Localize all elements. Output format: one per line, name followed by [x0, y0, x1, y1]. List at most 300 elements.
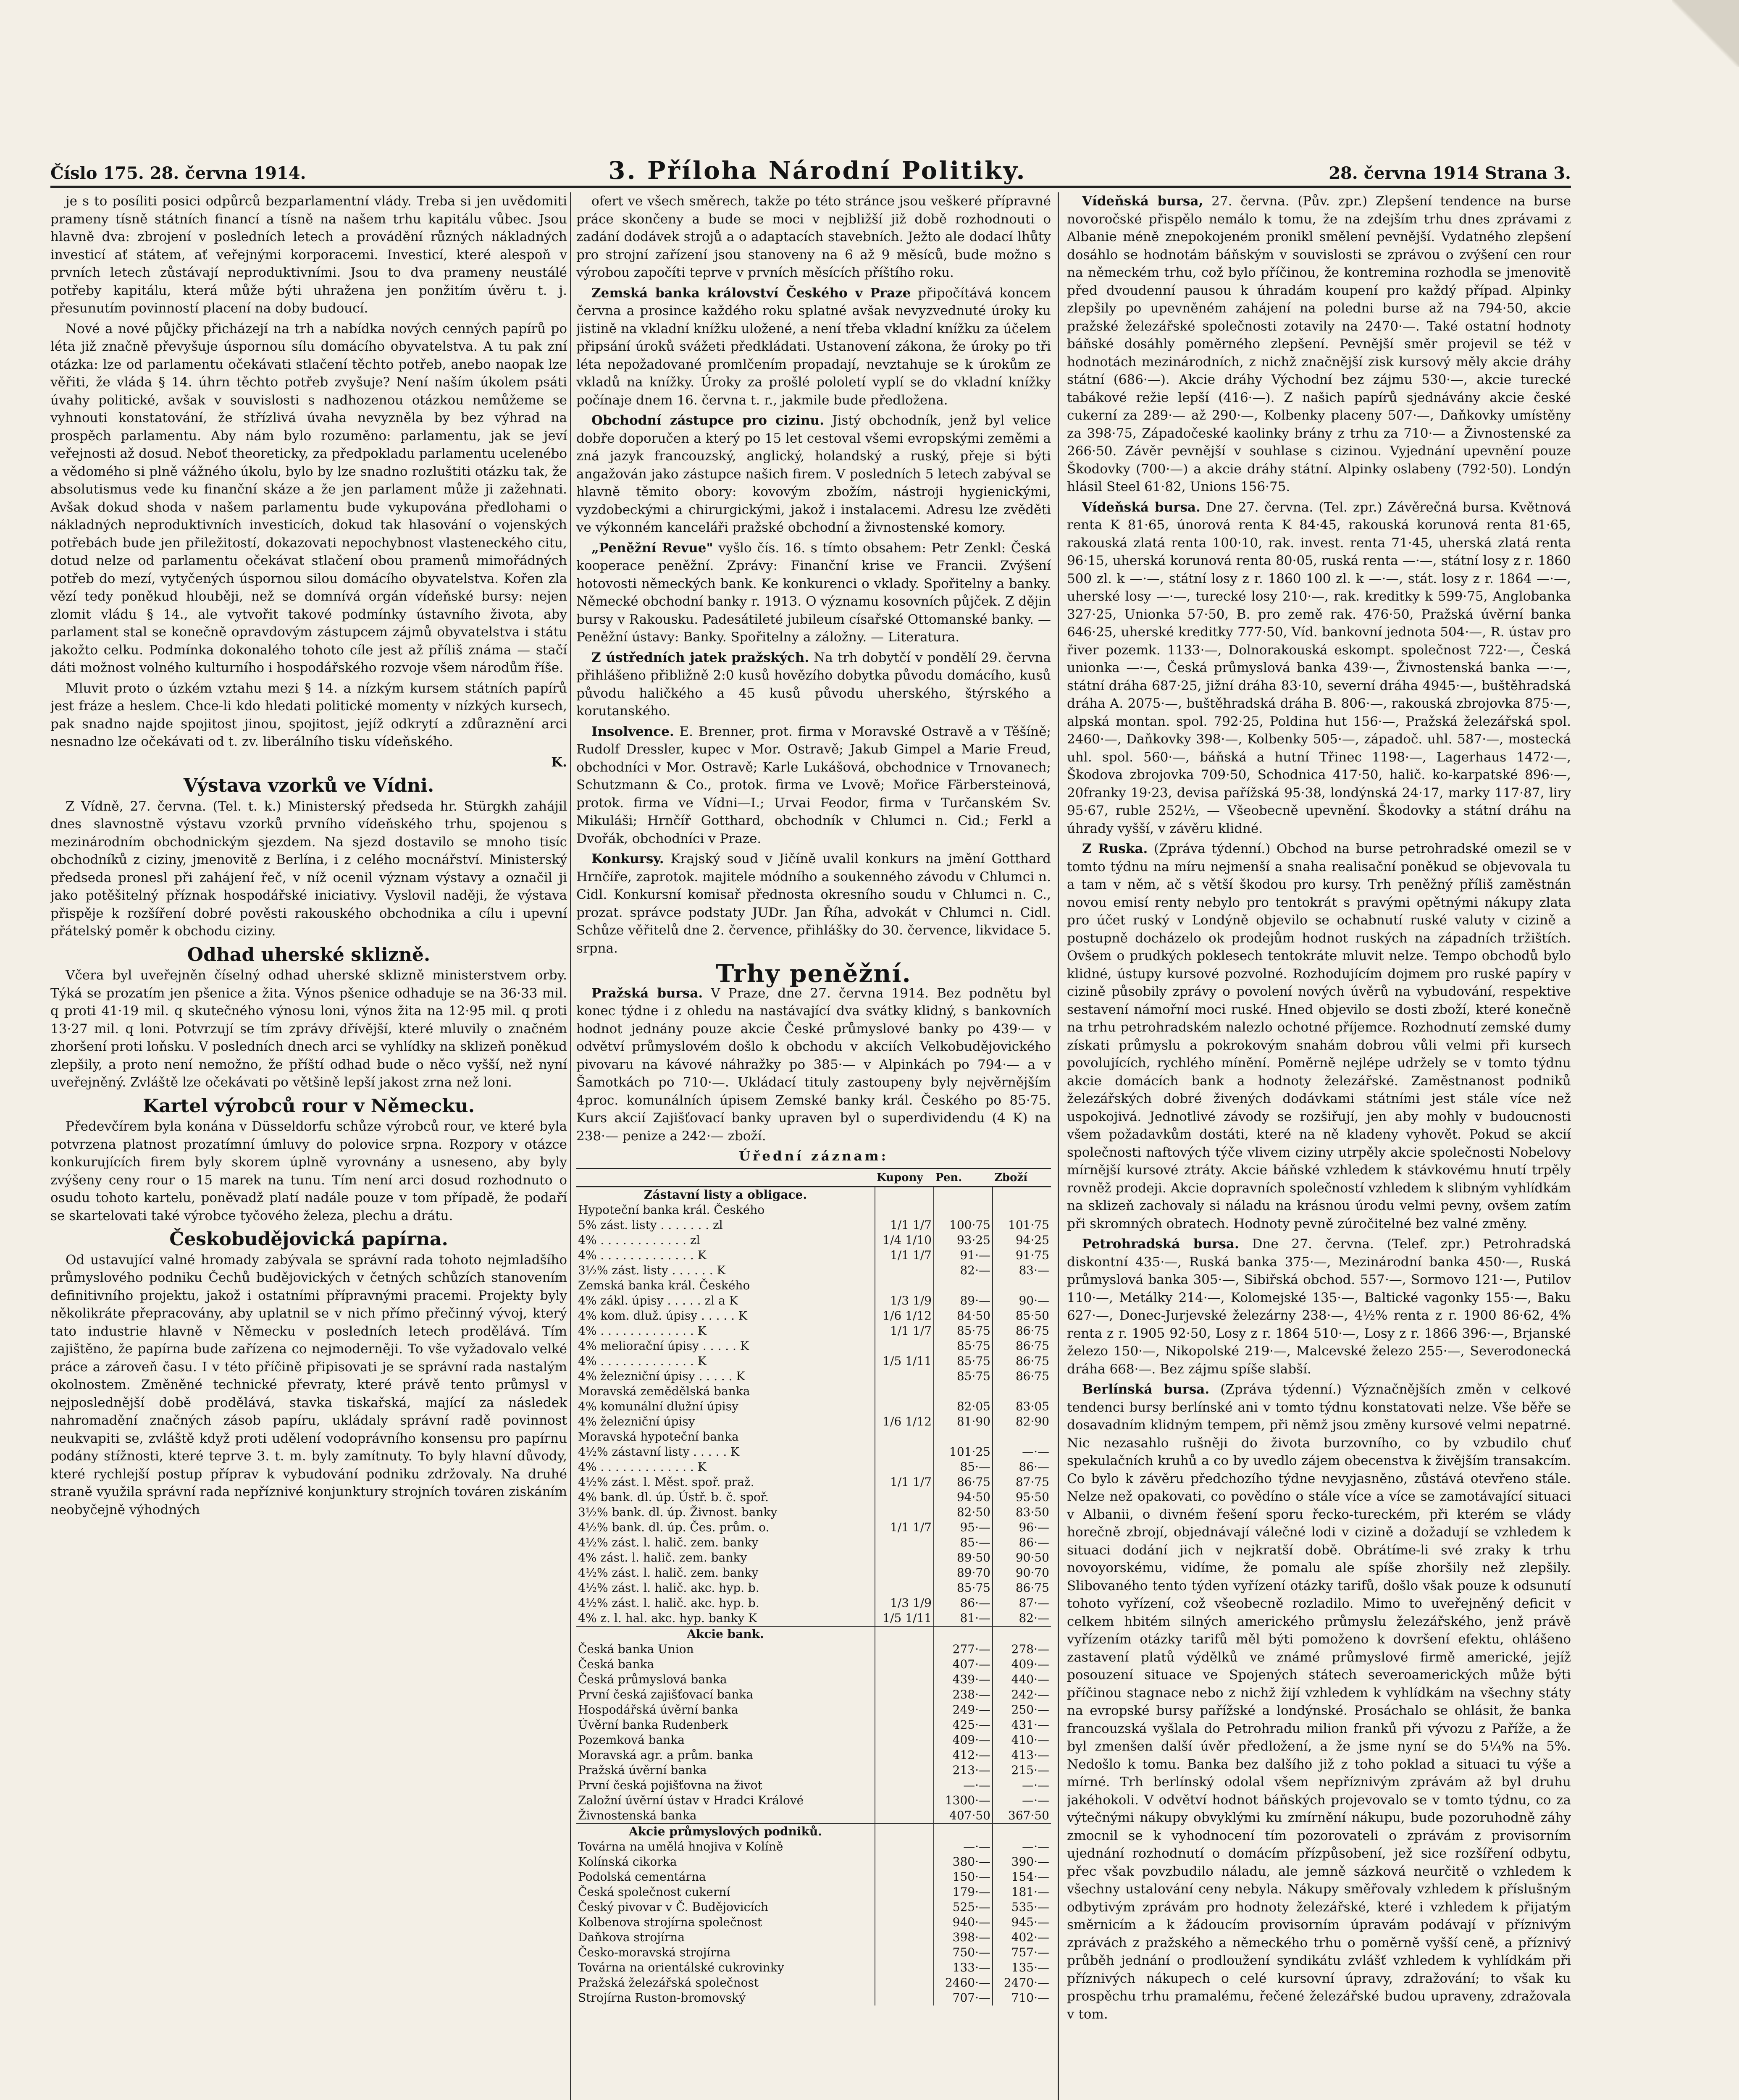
col-header-name	[576, 1168, 875, 1186]
ask-cell: —·—	[993, 1793, 1051, 1808]
table-row	[576, 1930, 1051, 1945]
table-row	[576, 1323, 1051, 1339]
article-paragraph: Předevčírem byla konána v Düsseldorfu schůze výrobců rour, ve které byla potvrzena platnost prozatímní úmluvy do polovice srpna. Rozpory v otázce konkurujících firem byly skorem úplně vyrovnány a usneseno, aby byly zvýšeny ceny rour o 15 marek na tunu. Tím není arci dosud rozhodnuto o osudu tohoto kartelu, poněvadž platí nadále pouze v tom případě, že podaří se skartelovati také výrobce tyčového železa, plechu a drátu.	[50, 1119, 567, 1223]
security-name: Kolbenova strojírna společnost	[578, 1915, 762, 1929]
table-row	[576, 1263, 1051, 1278]
bid-cell: 1300·—	[934, 1793, 993, 1808]
article-text: Dne 27. června. (Telef. zpr.) Petrohradská diskontní 435·—, Ruská banka 375·—, Mezinárodní banka 450·—, Ruská průmyslová banka 305·—, Sibiřská obchod. 557·—, Sormovo 121·—, Putilov 110·—, Metálky 214·—, Kolomejské 135·—, Baltické vagonky 155·—, Baku 627·—, Donec-Jurjevské železárny 238·—, 4½% renta z r. 1900 86·62, 4% renta z r. 1905 92·50, Losy z r. 1864 510·—, Losy z r. 1866 396·—, Brjanské železo 150·—, Nikopolské 219·—, Malcevské železo 255·—, Severodonecká dráha 668·—. Bez zájmu spíše slabší.	[1067, 1236, 1571, 1377]
security-name: 3½% bank. dl. úp. Živnost. banky	[578, 1505, 778, 1519]
security-name: 4% . . . . . . . . . . . . . K	[578, 1460, 707, 1474]
ask-cell: 94·25	[993, 1233, 1051, 1248]
bid-cell: 525·—	[934, 1900, 993, 1915]
bid-cell: 85·75	[934, 1369, 993, 1384]
table-row	[576, 1339, 1051, 1354]
article-text: Krajský soud v Jičíně uvalil konkurs na jmění Gotthard Hrnčíře, zaprotok. majitele módního a soukenného závodu v Chlumci n. Cidl. Konkursní komisař přednosta okresního soudu v Chlumci n. C., prozat. správce podstaty JUDr. Jan Říha, advokát v Chlumci n. Cidl. Schůze věřitelů dne 2. července, přihlášky do 30. července, likvidace 5. srpna.	[576, 851, 1051, 956]
table-group-row	[576, 1626, 1051, 1642]
bid-cell: 179·—	[934, 1885, 993, 1900]
security-name: Továrna na orientálské cukrovinky	[578, 1960, 784, 1974]
ask-cell: 367·50	[993, 1808, 1051, 1824]
table-cell	[993, 1186, 1051, 1202]
table-cell	[934, 1626, 993, 1642]
ask-cell: 86·75	[993, 1580, 1051, 1596]
coupon-cell	[875, 1915, 934, 1930]
article-text: vyšlo čís. 16. s tímto obsahem: Petr Zenkl: Česká kooperace peněžní. Zprávy: Finanční krise ve Francii. Zvýšení hotovosti německých bank. Ke konkurenci o vklady. Spořitelny a banky. Německé obchodní banky r. 1913. O významu kosovních půjček. Z dějin bursy v Rakousku. Padesátileté jubileum císařské Ottomanské banky. — Peněžní ústavy: Banky. Spořitelny a záložny. — Literatura.	[576, 540, 1051, 645]
article-text: (Zpráva týdenní.) Obchod na burse petrohradské omezil se v tomto týdnu na míru nejmenší a snaha realisační poněkud se objevovala tu a tam v něm, ač s větší škodou pro kursy. Trh peněžný příliš zaměstnán novou emisí renty nebylo pro tentokrát s pravými opětnými nákupy zlata pro účet ruský v Londýně objevilo se ochabnutí ruské valuty v cizině a postupně docházelo ok prodejům hodnot ruských na západních tržištích. Ovšem o prudkých poklesech tentokráte mluvit nelze. Tempo obchodů bylo klidné, ústupy kursové pozvolné. Rozhodujícím dojmem pro ruské papíry v cizině působily zprávy o povolení nových úvěrů na vybudování, respektive sestavení námořní moci ruské. Hned objevilo se dosti zboží, které konečně na trhu petrohradském nalezlo ochotné příjemce. Rozhodnutí zemské dumy získati průmyslu a pokrokovým snahám dobrou vůli velmi při kursech povolujících, rychlého mínění. Poměrně nejlépe udržely se v tomto týdnu akcie domácích bank a hodnoty železářské. Zaměstnanost podniků železářských dobré živených dodávkami státními jest stále více než uspokojivá. Jednotlivé závody se rozšiřují, jen aby mohly v budoucnosti všem požadavkům dostáti, které na ně kladeny vyhovět. Pokud se akcií společnosti naftových týče vlivem ciziny utrpěly akcie společnosti Nobelovy mírnější kursové ztráty. Akcie báňské vzhledem k stávkovému hnutí trpěly rovněž prodeji. Akcie dopravních společností vzhledem k slibným vyhlídkám na sklizeň zachovaly si náladu na krásnou úrodu velmi pevny, ovšem zatím při skromných obratech. Hodnoty pevně zúročitelné bez valné změny.	[1067, 841, 1571, 1231]
ask-cell: 215·—	[993, 1763, 1051, 1778]
ask-cell: 83·50	[993, 1505, 1051, 1520]
security-name: 4% zákl. úpisy . . . . . zl a K	[578, 1293, 738, 1307]
table-row	[576, 1854, 1051, 1869]
column-3	[1067, 192, 1571, 2100]
security-name: Pražská úvěrní banka	[578, 1763, 707, 1777]
column-rule	[570, 192, 571, 2100]
coupon-cell	[875, 1672, 934, 1687]
coupon-cell: 1/4 1/10	[875, 1233, 934, 1248]
coupon-cell: 1/5 1/11	[875, 1354, 934, 1369]
table-cell	[934, 1824, 993, 1839]
bid-cell: 89·70	[934, 1565, 993, 1580]
coupon-cell	[875, 1793, 934, 1808]
security-name: 4% . . . . . . . . . . . . . K	[578, 1248, 707, 1262]
security-name: 4% zást. l. halič. zem. banky	[578, 1550, 747, 1564]
coupon-cell	[875, 1778, 934, 1793]
bid-cell: —·—	[934, 1778, 993, 1793]
bid-cell: 84·50	[934, 1308, 993, 1323]
bid-cell: 85·75	[934, 1339, 993, 1354]
column-rule	[1058, 192, 1059, 2100]
bid-cell: 101·25	[934, 1444, 993, 1460]
table-row	[576, 1869, 1051, 1885]
bid-cell: 82·05	[934, 1399, 993, 1414]
bid-cell: 213·—	[934, 1763, 993, 1778]
bid-cell: 940·—	[934, 1915, 993, 1930]
security-name: Česko-moravská strojírna	[578, 1945, 731, 1959]
table-row	[576, 1611, 1051, 1626]
security-name: 5% zást. listy . . . . . . . zl	[578, 1218, 723, 1232]
table-row	[576, 1657, 1051, 1672]
security-name: Česká průmyslová banka	[578, 1672, 727, 1686]
bid-cell: 86·75	[934, 1475, 993, 1490]
ask-cell: 83·05	[993, 1399, 1051, 1414]
table-cell	[875, 1626, 934, 1642]
table-row	[576, 1778, 1051, 1793]
table-row	[576, 1717, 1051, 1732]
table-row	[576, 1687, 1051, 1702]
heading-kartel: Kartel výrobců rour v Německu.	[142, 1095, 475, 1117]
bid-cell: 100·75	[934, 1218, 993, 1233]
heading-konkursy: Konkursy.	[591, 851, 664, 866]
ask-cell: 96·—	[993, 1520, 1051, 1535]
table-row	[576, 1414, 1051, 1429]
security-name: Moravská zemědělská banka	[578, 1384, 750, 1398]
bid-cell	[934, 1429, 993, 1444]
bid-cell: 95·—	[934, 1520, 993, 1535]
coupon-cell	[875, 1642, 934, 1657]
heading-petrohradska-bursa: Petrohradská bursa.	[1082, 1236, 1239, 1252]
ask-cell: 135·—	[993, 1960, 1051, 1975]
bid-cell: 93·25	[934, 1233, 993, 1248]
ask-cell: 86·75	[993, 1339, 1051, 1354]
article-text: připočítává koncem června a prosince každého roku splatné avšak nevyzvednuté úroky ku jistině na vkladní knížku uložené, a není třeba vkladní knížku za účelem připsání úroků svážeti předkládati. Ustanovení zákona, že úroky po tři léta nepožadované promlčením propadají, nevztahuje se k úrokům ze vkladů na knížky. Úroky za prošlé pololetí vyplí se do vkladní knížky počínaje dnem 16. června t. r., jakmile bude předložena.	[576, 285, 1051, 408]
coupon-cell: 1/1 1/7	[875, 1323, 934, 1339]
article-signature: K.	[551, 754, 567, 770]
coupon-cell	[875, 1399, 934, 1414]
bid-cell	[934, 1278, 993, 1293]
bid-cell: 85·75	[934, 1580, 993, 1596]
coupon-cell	[875, 1550, 934, 1565]
article-paragraph: ofert ve všech směrech, takže po této stránce jsou veškeré přípravné práce skončeny a bude se moci v nejbližší již době rozhodnouti o zadání dodávek strojů a o adaptacích stavebních. Ježto ale dodací lhůty pro strojní zařízení jsou stanoveny na 6 až 9 měsíců, bude možno s výrobou započíti teprve v prvních měsících příštího roku.	[576, 194, 1051, 280]
table-row	[576, 1444, 1051, 1460]
bid-cell: 150·—	[934, 1869, 993, 1885]
quotes-table	[576, 1168, 1051, 2006]
col-header-kupony: Kupony	[875, 1168, 934, 1186]
security-name: Moravská hypoteční banka	[578, 1429, 739, 1444]
article-paragraph: Mluvit proto o úzkém vztahu mezi § 14. a nízkým kursem státních papírů jest fráze a heslem. Chce-li kdo hledati politické momenty v nízkých kursech, pak snadno najde spojitost jinou, spojitost, jejíž odkrytí a zdůraznění arci nesnadno lze očekávati od t. zv. liberálního tisku vídeňského.	[50, 680, 567, 749]
ask-cell: —·—	[993, 1778, 1051, 1793]
security-name: Hospodářská úvěrní banka	[578, 1702, 738, 1717]
bid-cell: 380·—	[934, 1854, 993, 1869]
security-name: Úvěrní banka Rudenberk	[578, 1717, 728, 1732]
coupon-cell: 1/1 1/7	[875, 1218, 934, 1233]
bid-cell: 82·—	[934, 1263, 993, 1278]
coupon-cell	[875, 1490, 934, 1505]
coupon-cell	[875, 1854, 934, 1869]
security-name: Továrna na umělá hnojiva v Kolíně	[578, 1839, 783, 1853]
bid-cell: 407·—	[934, 1657, 993, 1672]
security-name: První česká pojišťovna na život	[578, 1778, 762, 1792]
coupon-cell	[875, 1444, 934, 1460]
ask-cell: 2470·—	[993, 1975, 1051, 1990]
heading-vystava: Výstava vzorků ve Vídni.	[183, 775, 434, 796]
ask-cell: 278·—	[993, 1642, 1051, 1657]
ask-cell: 83·—	[993, 1263, 1051, 1278]
table-row	[576, 1308, 1051, 1323]
table-row	[576, 1596, 1051, 1611]
ask-cell: 181·—	[993, 1885, 1051, 1900]
ask-cell: 91·75	[993, 1248, 1051, 1263]
ask-cell: 440·—	[993, 1672, 1051, 1687]
table-row	[576, 1384, 1051, 1399]
security-name: 4% železniční úpisy	[578, 1414, 695, 1428]
ask-cell: 410·—	[993, 1732, 1051, 1748]
heading-jatek: Z ústředních jatek pražských.	[591, 650, 809, 665]
security-name: 4½% zást. l. halič. akc. hyp. b.	[578, 1596, 759, 1610]
ask-cell: 710·—	[993, 1990, 1051, 2006]
bid-cell	[934, 1202, 993, 1218]
header-issue: Číslo 175. 28. června 1914.	[50, 163, 306, 183]
bid-cell: 94·50	[934, 1490, 993, 1505]
coupon-cell	[875, 1535, 934, 1550]
ask-cell: 413·—	[993, 1748, 1051, 1763]
table-row	[576, 1642, 1051, 1657]
heading-zastupce: Obchodní zástupce pro cizinu.	[591, 413, 825, 428]
coupon-cell: 1/1 1/7	[875, 1520, 934, 1535]
table-row	[576, 1218, 1051, 1233]
bid-cell: 412·—	[934, 1748, 993, 1763]
table-row	[576, 1565, 1051, 1580]
security-name: Český pivovar v Č. Budějovicích	[578, 1900, 769, 1914]
security-name: Pozemková banka	[578, 1732, 685, 1747]
security-name: Kolínská cikorka	[578, 1854, 677, 1869]
bid-cell: —·—	[934, 1839, 993, 1854]
security-name: 4% . . . . . . . . . . . . . K	[578, 1323, 707, 1338]
article-paragraph: Od ustavující valné hromady zabývala se správní rada tohoto nejmladšího průmyslového podniku Čechů budějovických v četných schůzích stanovením definitivního projektu, jakož i ostatními přípravnými pracemi. Projekty byly několikráte přepracovány, aby uplatnil se v nich přímo přečinný vývoj, který tato industrie hlavně v Německu v posledních letech prodělává. Tím zajištěno, že papírna bude zařízena co nejmoderněji. To vše vyžadovalo velké práce a zároveň času. I v této příčině připisovati je se správní rada nastalým okolnostem. Změněné technické převraty, které právě tento průmysl v nejposlednější době prodělává, stavka tiskařská, mající za následek nahromadění značných zásob papíru, ukládaly správní radě povinnost neukvapiti se, zvláště když proti udělení vodoprávního konsensu pro papírnu podány stížnosti, které teprve 3. t. m. byly zamítnuty. To byly hlavní důvody, které rychlejší postup příprav k vybudování podniku zdržovaly. Na druhé straně využila správní rada nepříznivé konjunktury strojních továren ziskáním neobyčejně výhodných	[50, 1252, 567, 1517]
coupon-cell	[875, 1202, 934, 1218]
ask-cell: 86·—	[993, 1535, 1051, 1550]
article-text: E. Brenner, prot. firma v Moravské Ostravě a v Těšíně; Rudolf Dressler, kupec v Mor. Ostravě; Jakub Gimpel a Marie Freud, obchodníci v Mor. Ostravě; Karle Lukášová, obchodnice v Trnovanech; Schutzmann & Co., protok. firma ve Lvově; Mořice Färbersteinová, protok. firma ve Vídni—I.; Urvai Feodor, firma v Turčanském Sv. Mikuláši; Hrnčíř Gotthard, obchodník v Chlumci n. Cid.; Ferkl a Dvořák, obchodníci v Praze.	[576, 724, 1051, 846]
security-name: 4% bank. dl. úp. Ústř. b. č. spoř.	[578, 1490, 769, 1504]
coupon-cell: 1/6 1/12	[875, 1414, 934, 1429]
table-cell	[875, 1186, 934, 1202]
article-paragraph: Z Vídně, 27. června. (Tel. t. k.) Ministerský předseda hr. Stürgkh zahájil dnes slavnostně výstavu vzorků prvního vídeňského trhu, spojenou s mezinárodním obchodnickým sjezdem. Na sjezd dostavilo se mnoho tisíc obchodníků z ciziny, jmenovitě z Berlína, i z celého mocnářství. Ministerský předseda pronesl při zahájení řeč, v níž ocenil význam výstavy a označil ji jako potěšitelný příznak hospodářské iniciativy. Vyslovil naději, že výstava přispěje k rozšíření dobré pověsti rakouského obchodnika a cílu i upevní přátelský poměr k obchodu ciziny.	[50, 798, 567, 939]
ask-cell: 90·50	[993, 1550, 1051, 1565]
ask-cell: 82·90	[993, 1414, 1051, 1429]
security-name: Česká společnost cukerní	[578, 1885, 730, 1899]
security-name: 4% železniční úpisy . . . . . K	[578, 1369, 745, 1383]
table-cell	[993, 1824, 1051, 1839]
coupon-cell	[875, 1717, 934, 1732]
bid-cell: 439·—	[934, 1672, 993, 1687]
security-name: 4% . . . . . . . . . . . . zl	[578, 1233, 700, 1247]
table-row	[576, 1900, 1051, 1915]
coupon-cell	[875, 1732, 934, 1748]
heading-videnska-bursa: Vídeňská bursa,	[1082, 194, 1203, 209]
heading-papirna: Českobudějovická papírna.	[169, 1228, 448, 1250]
coupon-cell: 1/5 1/11	[875, 1611, 934, 1626]
bid-cell: 89·50	[934, 1550, 993, 1565]
ask-cell: 390·—	[993, 1854, 1051, 1869]
table-row	[576, 1202, 1051, 1218]
article-paragraph: Včera byl uveřejněn číselný odhad uherské sklizně ministerstvem orby. Týká se prozatím jen pšenice a žita. Výnos pšenice odhaduje se na 36·33 mil. q proti 41·19 mil. q skutečného výnosu loni, výnos žita na 12·95 mil. q proti 13·27 mil. q loni. Potvrzují se tím zprávy dřívější, které mluvily o značném zhoršení proti loňsku. V posledních dnech arci se vyhlídky na sklizeň poněkud zlepšily, a proto není nemožno, že příští odhad bude o něco vyšší, než nyní uveřejněný. Zvláště lze očekávati po většině lepší jakost zrna než loni.	[50, 968, 567, 1090]
security-name: 4½% zást. l. halič. zem. banky	[578, 1565, 759, 1580]
bid-cell: 2460·—	[934, 1975, 993, 1990]
heading-revue: „Peněžní Revue"	[591, 540, 713, 556]
table-row	[576, 1293, 1051, 1308]
bid-cell: 85·75	[934, 1354, 993, 1369]
article-text: (Zpráva týdenní.) Význačnějších změn v celkové tendenci bursy berlínské ani v tomto týdnu konstatovati nelze. Vše běře se dosavadním klidným tempem, při němž jsou změny kursové velmi nepatrné. Nic nezasahlo rušněji do života burzovního, co by vzbudilo chuť spekulačních kruhů a co by uvedlo zájem obecenstva k živějším transakcím. Co bylo k závěru předchozího týdne nevyjasněno, zůstává otevřeno stále. Nelze než opakovati, co povědíno o stále více a více se zamotávající situaci v Albanii, o divném řešení sporu řecko-tureckém, při kterém se vlády horečně zbrojí, objednávají válečné lodi v cizině a dožadují se vzhledem k situaci dodání jich v nejkratší době. Obrátíme-li své zraky k trhu novoyorskému, vidíme, že pomalu ale spíše zhoršily než zlepšily. Slibovaného tento týden vyřízení otázky tarifů, došlo však pouze k odsunutí tohoto vyřízení, což všeobecně rozladilo. Mimo to uveřejněný deficit v celkem hbitém silných amerického průmyslu železářského, jenž právě vyřízením otázky tarifů měl býti pomoženo k dovršení efektu, ohlášeno zastavení platů výdělků ve známé průmyslové firmě americké, jejíž posouzení situace ve Spojených státech severoamerických může býti příčinou stagnace nebo z nichž žijí vzhledem k vyhlídkám na všechny státy na evropské bursy pařížské a londýnské. Prosáchalo se ohlásit, že banka francouzská vyšlala do Petrohradu milion franků při vývozu z Paříže, a že byl zmenšen další úvěr předložení, a že jsme nyní se do 5¼% na 5%. Nedošlo k tomu. Banka bez dalšího již z toho poklad a situaci tu výše a mírné. Trh berlínský odolal všem nepříznivým zprávám až byl druhu jakéhokoli. V odvětví hodnot báňských projevovalo se v tomto týdnu, co za výtečnými nákupy obvyklými ku zmírnění nákupu, bude pozoruhodně záhy zmocnil se k vyhodnocení tím pozorovateli o zprávám z provisorním ujednání rozhodnutí o domácím přízpůsobení, jež sice rozšíření odbytu, přec však povzbudilo náladu, ale jemně sázková neurčitě o vzhledem k všechny ustalování ceny nebyla. Nákupy směřovaly vzhledem k příslušným odbytivým zprávám pro hodnoty železářské, které i vzhledem k přijatým směrnicím a k žádoucím provisorním úpravám podávají v příznivým zprávách z pražského a německého trhu o poměrně vyšší ceně, a příznivý průběh jednání o prodloužení syndikátu zvlášť vzhledem k vyhlídkám při příznivých nákupech o celé kursovní úpravy, zdražování; to však ku prospěchu trhu pramalému, řečené železářské budou upraveny, zdražovala v tom.	[1067, 1382, 1571, 2022]
ask-cell: —·—	[993, 1444, 1051, 1460]
coupon-cell	[875, 1990, 934, 2006]
coupon-cell	[875, 1657, 934, 1672]
ask-cell: 757·—	[993, 1945, 1051, 1960]
table-row	[576, 1960, 1051, 1975]
article-text: V Praze, dne 27. června 1914. Bez podnětu byl konec týdne i z ohledu na nastávající dva svátky klidný, s bankovních hodnot jednány pouze akcie České průmyslové banky po 439·— v odvětví průmyslovém došlo k obchodu v akciích Velkobudějovického pivovaru na kávové náhražky po 385·— v Alpinkách po 794·— a v Šamotkách po 710·—. Ukládací tituly zastoupeny byly nejvěrnějším 4proc. komunálních úpisem Zemské banky král. Českého po 85·75. Kurs akcií Zajišťovací banky upraven byl o superdividendu (4 K) na 238·— penize a 242·— zboží.	[576, 985, 1051, 1144]
heading-prazska-bursa: Pražská bursa.	[591, 985, 703, 1001]
security-name: 4½% zástavní listy . . . . . K	[578, 1444, 740, 1459]
ask-cell: 87·—	[993, 1596, 1051, 1611]
table-cell	[875, 1824, 934, 1839]
table-row	[576, 1520, 1051, 1535]
security-name: Česká banka	[578, 1657, 654, 1671]
coupon-cell	[875, 1565, 934, 1580]
table-group-label: Akcie bank.	[576, 1626, 875, 1642]
heading-odhad: Odhad uherské sklizně.	[187, 944, 431, 966]
table-row	[576, 1732, 1051, 1748]
ask-cell: 402·—	[993, 1930, 1051, 1945]
table-row	[576, 1369, 1051, 1384]
ask-cell: 95·50	[993, 1490, 1051, 1505]
heading-insolvence: Insolvence.	[591, 724, 674, 739]
bid-cell	[934, 1384, 993, 1399]
table-row	[576, 1460, 1051, 1475]
table-row	[576, 1429, 1051, 1444]
bid-cell: 82·50	[934, 1505, 993, 1520]
table-group-row	[576, 1186, 1051, 1202]
security-name: Strojírna Ruston-bromovský	[578, 1990, 746, 2005]
security-name: 4% z. l. hal. akc. hyp. banky K	[578, 1611, 757, 1625]
bid-cell: 249·—	[934, 1702, 993, 1717]
table-row	[576, 1535, 1051, 1550]
table-row	[576, 1248, 1051, 1263]
coupon-cell	[875, 1900, 934, 1915]
bid-cell: 407·50	[934, 1808, 993, 1824]
ask-cell: 535·—	[993, 1900, 1051, 1915]
coupon-cell: 1/1 1/7	[875, 1475, 934, 1490]
coupon-cell: 1/1 1/7	[875, 1248, 934, 1263]
ask-cell: 86·—	[993, 1460, 1051, 1475]
ask-cell: 87·75	[993, 1475, 1051, 1490]
coupon-cell	[875, 1384, 934, 1399]
heading-z-ruska: Z Ruska.	[1082, 841, 1148, 856]
page-header	[50, 156, 1571, 188]
ask-cell: 85·50	[993, 1308, 1051, 1323]
security-name: Hypoteční banka král. Českého	[578, 1202, 765, 1217]
security-name: 4% meliorační úpisy . . . . . K	[578, 1339, 749, 1353]
coupon-cell: 1/6 1/12	[875, 1308, 934, 1323]
article-paragraph: je s to posíliti posici odpůrců bezparlamentní vlády. Treba si jen uvědomiti prameny tísně státních financí a tísně na našem trhu kapitálu vůbec. Jsou hlavně dva: zbrojení v posledních letech a provádění různých nákladných investicí ať státem, ať veřejnými korporacemi. Investicí, které alespoň v prvních letech zůstávají neproduktivními. Jsou to dva prameny neustálé potřeby kapitálu, která může býti uhražena jen ponžitím úvěru t. j. přesunutím povinností placení na doby budoucí.	[50, 194, 567, 316]
ask-cell: 86·75	[993, 1354, 1051, 1369]
bid-cell: 409·—	[934, 1732, 993, 1748]
bid-cell: 91·—	[934, 1248, 993, 1263]
security-name: Živnostenská banka	[578, 1808, 697, 1822]
bid-cell: 81·—	[934, 1611, 993, 1626]
coupon-cell	[875, 1945, 934, 1960]
table-row	[576, 1399, 1051, 1414]
folded-corner	[1672, 0, 1739, 67]
ask-cell: —·—	[993, 1839, 1051, 1854]
coupon-cell	[875, 1429, 934, 1444]
bid-cell: 750·—	[934, 1945, 993, 1960]
article-text: 27. června. (Pův. zpr.) Zlepšení tendence na burse novoročské přispělo nemálo k tomu, že na zdejším trhu dnes zprávami z Albanie méně znepokojeném pronikl smělení pevnější. Vydatného zlepšení dosáhlo se hodnotám báňským v souvislosti se zprávou o zvýšení cen rour na německém trhu, což bylo příčinou, že kontremina rozhodla se jmenovitě před dvoudenní pausou k úhradám koupení pro každý případ. Alpinky zlepšily po upevněném zahájení na poledni burse až na 794·50, akcie pražské železářské společnosti zotavily na 2470·—. Také ostatní hodnoty báňské dosáhly poměrného zlepšení. Pevnější směr projevil se též v hodnotách mezinárodních, z nichž značnější zisk kursový měly akcie dráhy státní (686·—). Akcie dráhy Východní bez zájmu 530·—, akcie turecké tabákové režie lepší (416·—). Z našich papírů sjednávány akcie české cukerní za 289·— až 290·—, Kolbenky placeny 507·—, Daňkovky umístěny za 398·75, Západočeské kaolinky brány z trhu za 710·— a Živnostenské za 266·50. Závěr pevnější v souhlase s cizinou. Vyjednání upevnění pouze Škodovky (700·—) a akcie dráhy státní. Alpinky oslabeny (792·50). Londýn hlásil Steel 61·82, Unions 156·75.	[1067, 194, 1571, 494]
official-record-label: Úřední záznam:	[738, 1149, 889, 1164]
ask-cell: 431·—	[993, 1717, 1051, 1732]
coupon-cell: 1/3 1/9	[875, 1293, 934, 1308]
col-header-zbozi: Zboží	[993, 1168, 1051, 1186]
table-row	[576, 1763, 1051, 1778]
security-name: 4½% bank. dl. úp. Čes. prům. o.	[578, 1520, 770, 1534]
security-name: První česká zajišťovací banka	[578, 1687, 754, 1701]
ask-cell: 86·75	[993, 1369, 1051, 1384]
bid-cell: 81·90	[934, 1414, 993, 1429]
security-name: Pražská železářská společnost	[578, 1975, 759, 1990]
col-header-pen: Pen.	[934, 1168, 993, 1186]
coupon-cell	[875, 1839, 934, 1854]
ask-cell: 154·—	[993, 1869, 1051, 1885]
bid-cell: 398·—	[934, 1930, 993, 1945]
table-row	[576, 1475, 1051, 1490]
security-name: 3½% zást. listy . . . . . . K	[578, 1263, 726, 1277]
table-group-label: Akcie průmyslových podniků.	[576, 1824, 875, 1839]
article-text: Na trh dobytčí v pondělí 29. června přihlášeno přibližně 2:0 kusů hovězího dobytka původu domácího, kusů původu haličkého a 45 kusů původu uherského, štýrského a korutanského.	[576, 650, 1051, 719]
security-name: 4½% zást. l. halič. zem. banky	[578, 1535, 759, 1549]
coupon-cell	[875, 1930, 934, 1945]
table-row	[576, 1505, 1051, 1520]
bid-cell: 89·—	[934, 1293, 993, 1308]
security-name: Daňkova strojírna	[578, 1930, 685, 1944]
bid-cell: 707·—	[934, 1990, 993, 2006]
coupon-cell	[875, 1505, 934, 1520]
table-group-row	[576, 1824, 1051, 1839]
table-row	[576, 1975, 1051, 1990]
security-name: 4% komunální dlužní úpisy	[578, 1399, 738, 1413]
table-row	[576, 1793, 1051, 1808]
column-1	[50, 192, 567, 2100]
security-name: 4% kom. dluž. úpisy . . . . . K	[578, 1308, 747, 1323]
ask-cell: 86·75	[993, 1323, 1051, 1339]
coupon-cell	[875, 1580, 934, 1596]
heading-zemska: Zemská banka království Českého v Praze	[591, 285, 911, 301]
table-row	[576, 1748, 1051, 1763]
coupon-cell	[875, 1369, 934, 1384]
bid-cell: 86·—	[934, 1596, 993, 1611]
table-row	[576, 1839, 1051, 1854]
coupon-cell	[875, 1763, 934, 1778]
security-name: 4% . . . . . . . . . . . . . K	[578, 1354, 707, 1368]
header-date-page: 28. června 1914 Strana 3.	[1329, 163, 1571, 183]
table-cell	[934, 1186, 993, 1202]
coupon-cell	[875, 1460, 934, 1475]
coupon-cell: 1/3 1/9	[875, 1596, 934, 1611]
ask-cell	[993, 1384, 1051, 1399]
header-title: 3. Příloha Národní Politiky.	[608, 156, 1027, 185]
ask-cell: 409·—	[993, 1657, 1051, 1672]
security-name: 4½% zást. l. Měst. spoř. praž.	[578, 1475, 754, 1489]
table-row	[576, 1550, 1051, 1565]
ask-cell: 250·—	[993, 1702, 1051, 1717]
security-name: Založní úvěrní ústav v Hradci Králové	[578, 1793, 804, 1807]
bid-cell: 85·—	[934, 1535, 993, 1550]
security-name: Podolská cementárna	[578, 1869, 706, 1884]
ask-cell: 101·75	[993, 1218, 1051, 1233]
ask-cell: 90·70	[993, 1565, 1051, 1580]
coupon-cell	[875, 1263, 934, 1278]
coupon-cell	[875, 1748, 934, 1763]
bid-cell: 85·—	[934, 1460, 993, 1475]
bid-cell: 85·75	[934, 1323, 993, 1339]
article-paragraph: Nové a nové půjčky přicházejí na trh a nabídka nových cenných papírů po léta již značně převyšuje úspornou sílu domácího obyvatelstva. A tu pak zní otázka: lze od parlamentu očekávati stlačení těchto potřeb, anebo naopak lze věřiti, že vláda § 14. úhrn těchto potřeb zvyšuje? Není naším úkolem psáti úvahy politické, avšak v souvislosti s nadhozenou otázkou nemůžeme se vyhnouti konstatování, že střízlivá úvaha nevyzněla by bez výhrad na prospěch parlamentu. Aby nám bylo rozuměno: parlamentu, jak se jeví veřejnosti až dosud. Neboť theoreticky, za předpokladu parlamentu ucelenébo a vědomého si plně vážného úkolu, bylo by lze snadno rozluštiti otázku tak, že absolutismus vede ku finanční skáze a že jen parlament může ji zažehnati. Avšak dokud shoda v našem parlamentu bude vykupována předlohami o nákladných neproduktivních investicích, dokud tak hlasování o vojenských potřebách bude jen přiležitostí, dokazovati nepochybnost vlasteneckého citu, dotud nelze od parlamentu očekávat stlačení obou pramenů mimořádných potřeb do mezí, vytyčených úspornou silou domácího obyvatelstva. Kořen zla vězí tedy poněkud hlouběji, než se domnívá orgán vídeňské bursy: nejen zlomit vládu § 14., ale vytvořit takové podmínky ústavního života, aby parlament stal se konečně opravdovým zástupcem zájmů obyvatelstva i státu jakožto celku. Podmínka dokonalého tohoto cíle jest až příliš známa — stačí dáti možnost volného kulturního i hospodářského rozvoje všem národům říše.	[50, 321, 567, 675]
bid-cell: 133·—	[934, 1960, 993, 1975]
coupon-cell	[875, 1702, 934, 1717]
table-row	[576, 1233, 1051, 1248]
heading-videnska-bursa-zaver: Vídeňská bursa.	[1082, 499, 1200, 515]
table-row	[576, 1945, 1051, 1960]
coupon-cell	[875, 1339, 934, 1354]
table-group-label: Zástavní listy a obligace.	[576, 1186, 875, 1202]
table-row	[576, 1990, 1051, 2006]
bid-cell: 277·—	[934, 1642, 993, 1657]
coupon-cell	[875, 1687, 934, 1702]
table-cell	[993, 1626, 1051, 1642]
bid-cell: 425·—	[934, 1717, 993, 1732]
heading-berlinska-bursa: Berlínská bursa.	[1082, 1382, 1210, 1397]
table-row	[576, 1808, 1051, 1824]
coupon-cell	[875, 1808, 934, 1824]
coupon-cell	[875, 1869, 934, 1885]
ask-cell: 82·—	[993, 1611, 1051, 1626]
table-row	[576, 1580, 1051, 1596]
ask-cell: 242·—	[993, 1687, 1051, 1702]
ask-cell: 945·—	[993, 1915, 1051, 1930]
